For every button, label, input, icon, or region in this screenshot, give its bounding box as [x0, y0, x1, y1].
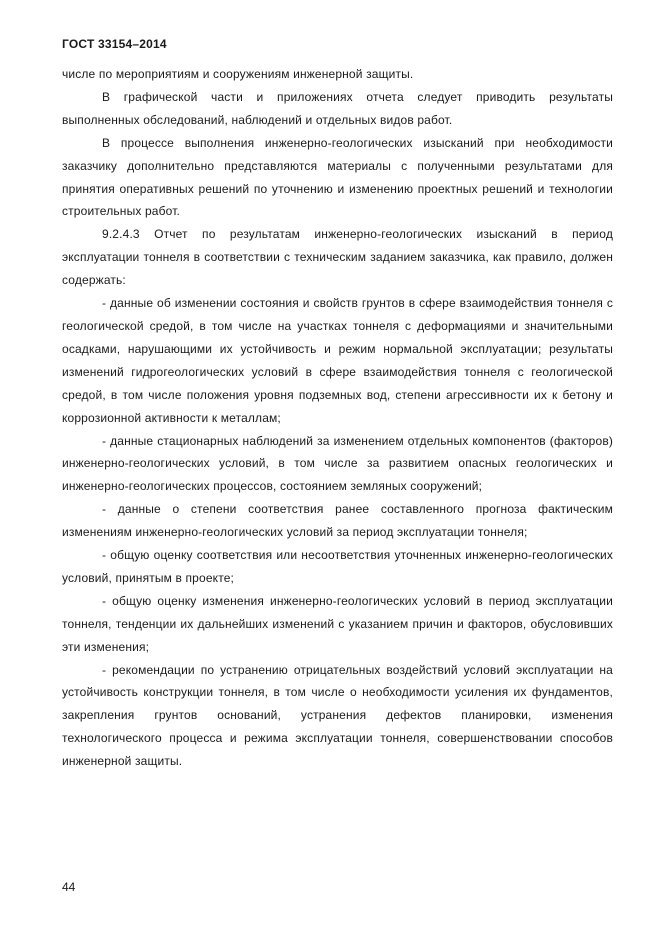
page-number: 44 [62, 880, 76, 894]
document-code: ГОСТ 33154–2014 [62, 37, 167, 51]
page-body [62, 63, 613, 773]
paragraph-additional-materials: В процессе выполнения инженерно-геологических изысканий при необходимости заказчику дополнительно представляются материалы с полученными результатами для принятия оперативных решений по уточнению и изменению проектных решений и технологии строительных работ. [62, 135, 613, 219]
list-item-forecast-compliance: - данные о степени соответствия ранее составленного прогноза фактическим изменениям инженерно-геологических условий за период эксплуатации тоннеля; [62, 502, 613, 540]
list-item-stationary-observations: - данные стационарных наблюдений за изменением отдельных компонентов (факторов) инженерно-геологических условий, в том числе за развитием опасных геологических и инженерно-геологических процессов, состоянием земляных сооружений; [62, 433, 613, 494]
list-item-recommendations: - рекомендации по устранению отрицательных воздействий условий эксплуатации на устойчивость конструкции тоннеля, в том числе о необходимости усиления их фундаментов, закрепления грунтов оснований, устранения дефектов планировки, изменения технологического процесса и режима эксплуатации тоннеля, совершенствовании способов инженерной защиты. [62, 662, 613, 769]
list-item-general-assessment: - общую оценку соответствия или несоответствия уточненных инженерно-геологических условий, принятым в проекте; [62, 548, 613, 585]
paragraph-continuation: числе по мероприятиям и сооружениям инженерной защиты. [62, 67, 414, 81]
list-item-change-assessment: - общую оценку изменения инженерно-геологических условий в период эксплуатации тоннеля, тенденции их дальнейших изменений с указанием причин и факторов, обусловивших эти изменения; [62, 593, 613, 654]
paragraph-graphic-part: В графической части и приложениях отчета следует приводить результаты выполненных обследований, наблюдений и отдельных видов работ. [62, 89, 613, 127]
list-item-soil-changes: - данные об изменении состояния и свойств грунтов в сфере взаимодействия тоннеля с геологической средой, в том числе на участках тоннеля с деформациями и значительными осадками, нарушающими их устойчивость и режим нормальной эксплуатации; результаты изменений гидрогеологических условий в сфере взаимодействия тоннеля с геологической средой, в том числе положения уровня подземных вод, степени агрессивности их к бетону и коррозионной активности к металлам; [62, 296, 613, 425]
paragraph-clause-9-2-4-3: 9.2.4.3 Отчет по результатам инженерно-геологических изысканий в период эксплуатации тоннеля в соответствии с техническим заданием заказчика, как правило, должен содержать: [62, 227, 613, 288]
